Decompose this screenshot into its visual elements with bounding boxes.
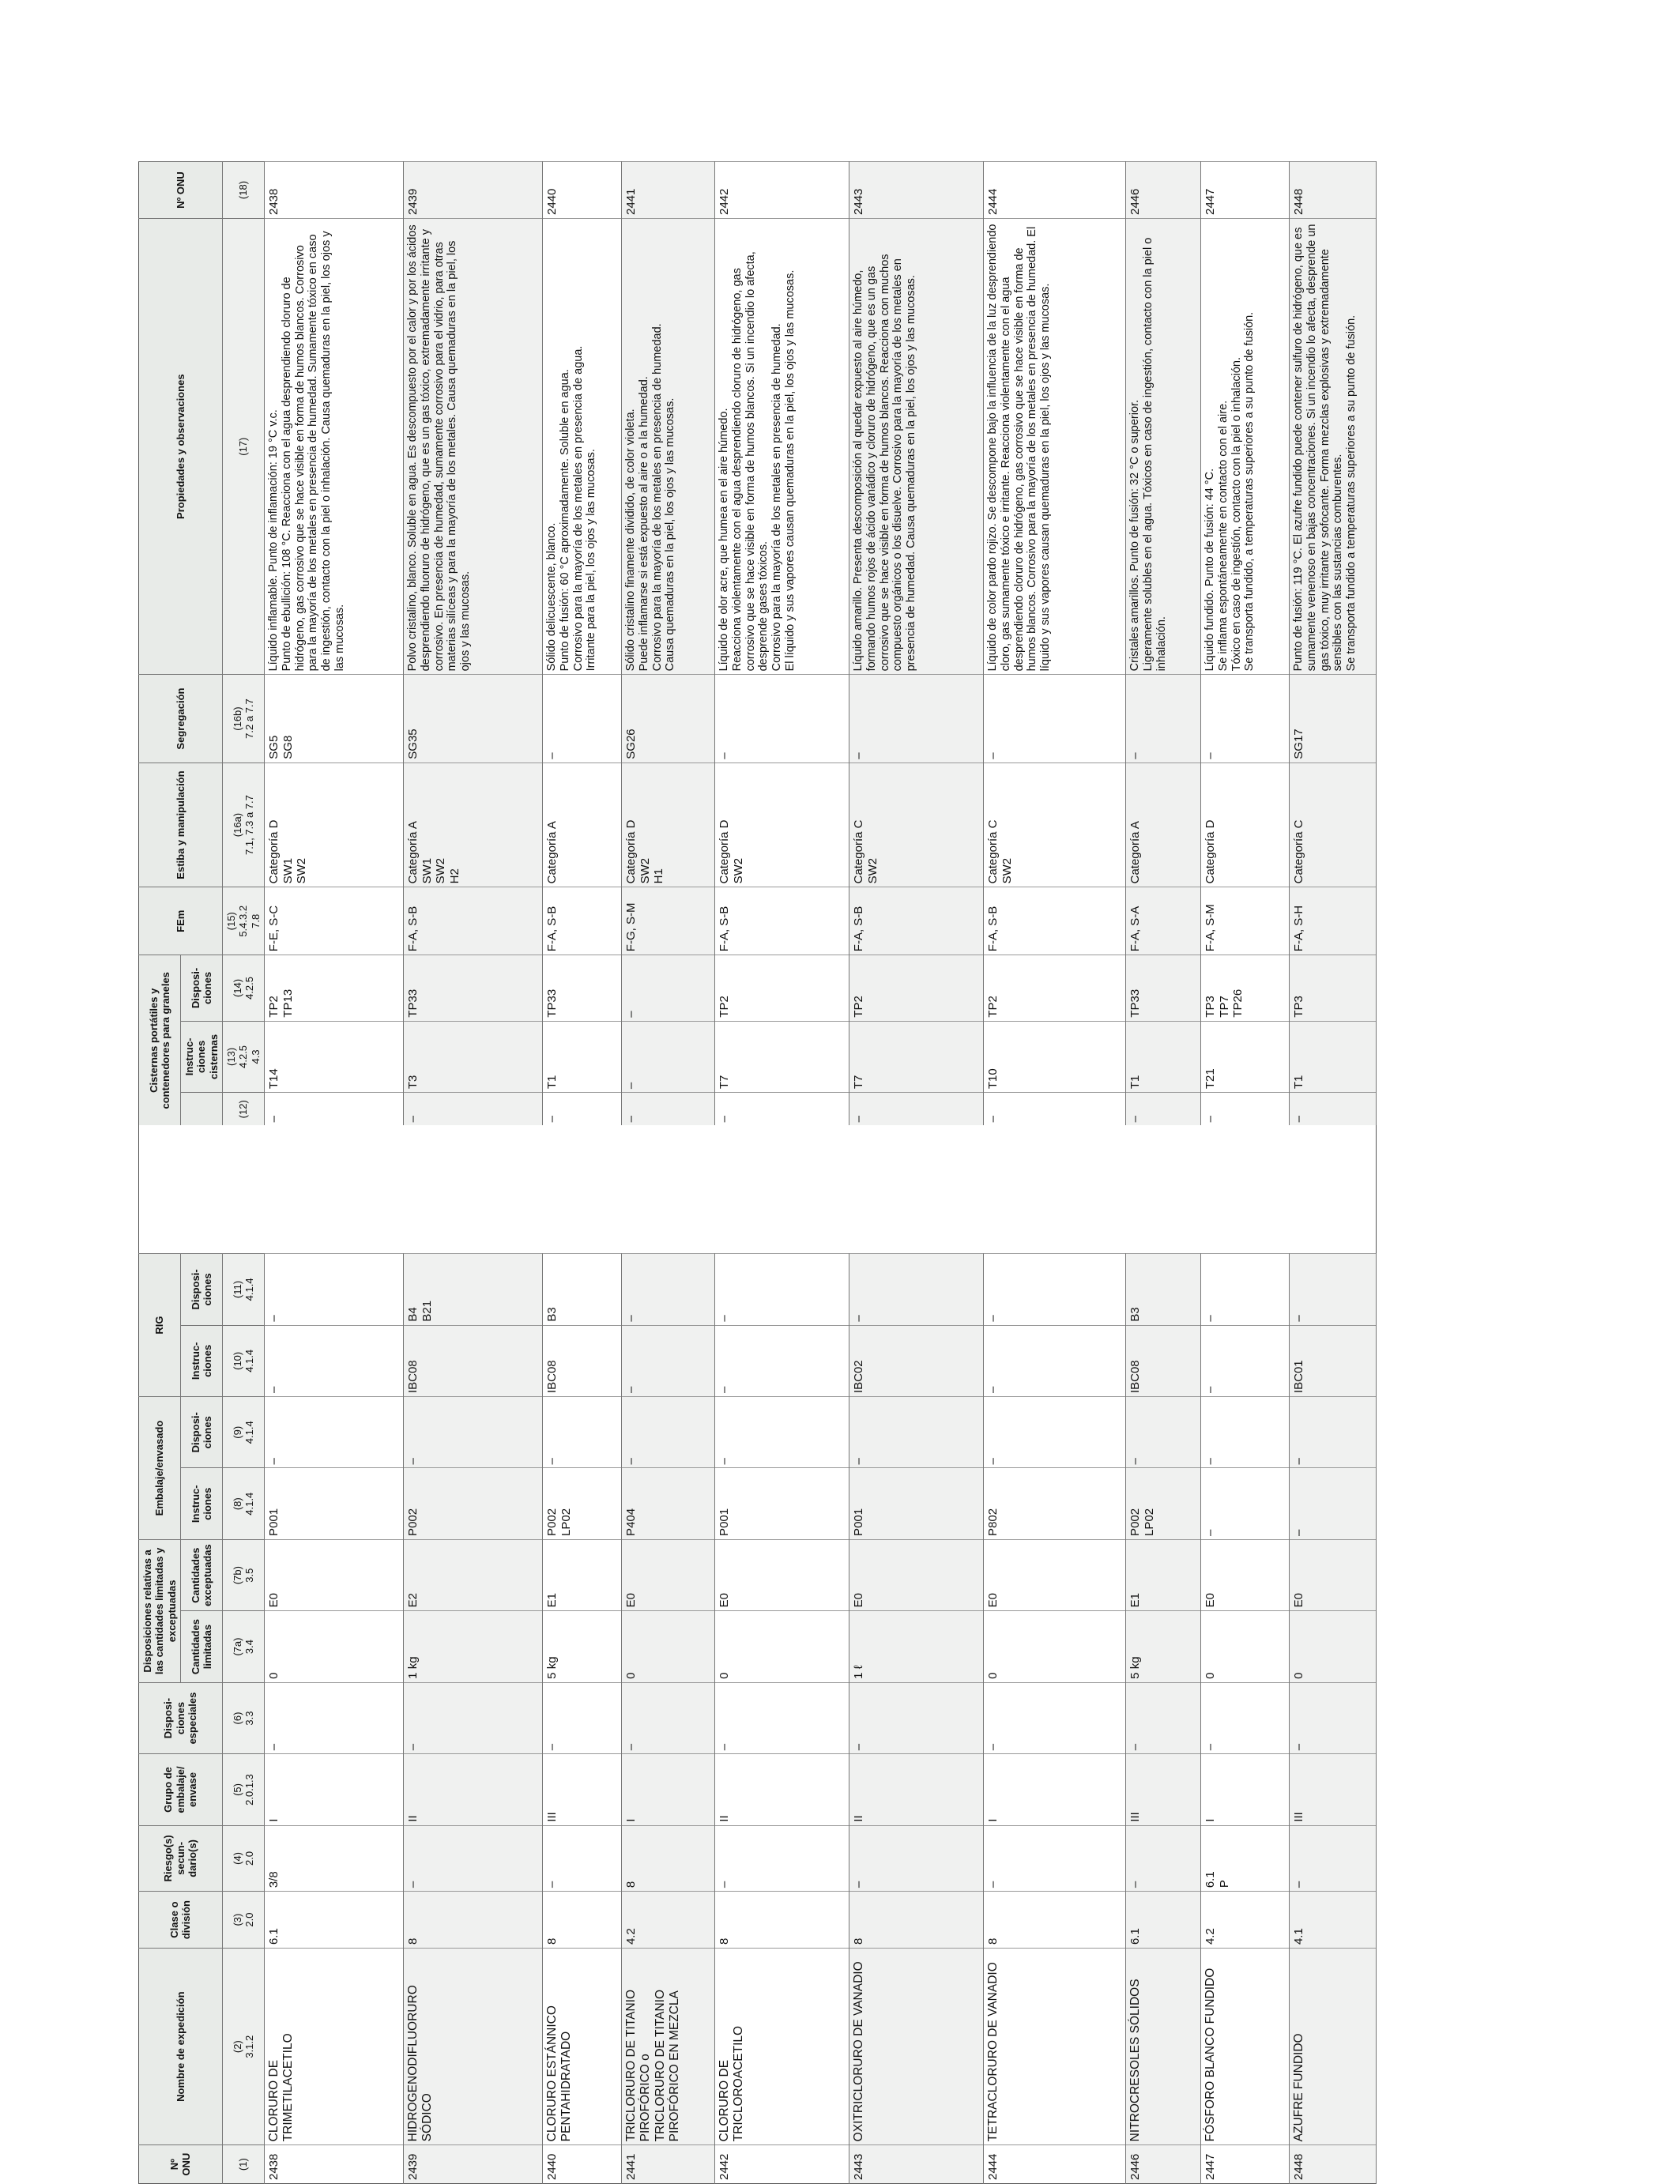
- header-name: Nombre de expedición: [139, 1949, 223, 2145]
- cell-subrisk: –: [849, 1825, 983, 1891]
- cell-ems: F-A, S-A: [1125, 887, 1200, 955]
- cell-packing-instruction: P002 LP02: [1125, 1468, 1200, 1539]
- cell-segregation: –: [983, 675, 1125, 763]
- cell-subrisk: –: [714, 1825, 849, 1891]
- cell-name: CLORURO DE TRIMETILACETILO: [264, 1949, 403, 2145]
- cell-subrisk: –: [983, 1825, 1125, 1891]
- cell-packing-group: III: [1289, 1754, 1376, 1825]
- cell-col12: –: [1289, 1093, 1376, 1126]
- colnum-13: (13) 4.2.5 4.3: [222, 1021, 264, 1092]
- cell-tank-instruction: T7: [849, 1021, 983, 1092]
- colnum-18: (18): [222, 162, 264, 219]
- header-special-provisions: Disposi- ciones especiales: [139, 1682, 223, 1753]
- cell-name: CLORURO ESTÁNNICO PENTAHIDRATADO: [542, 1949, 621, 2145]
- cell-packing-group: III: [1125, 1754, 1200, 1825]
- gap: [621, 1125, 714, 1253]
- cell-segregation: –: [1200, 675, 1289, 763]
- cell-packing-provision: –: [1200, 1397, 1289, 1468]
- cell-stowage: Categoría A: [1125, 763, 1200, 887]
- table-row: [1200, 162, 1289, 2184]
- cell-un-no: 2440: [542, 2145, 621, 2184]
- cell-limited-qty: 0: [714, 1611, 849, 1682]
- cell-tank-instruction: T7: [714, 1021, 849, 1092]
- cell-name: CLORURO DE TRICLOROACETILO: [714, 1949, 849, 2145]
- cell-class: 6.1: [1125, 1892, 1200, 1949]
- cell-un-no: 2439: [403, 2145, 542, 2184]
- header-un-no: Nº ONU: [139, 2145, 223, 2184]
- colnum-5: (5) 2.0.1.3: [222, 1754, 264, 1825]
- gap: [983, 1125, 1125, 1253]
- cell-col12: –: [849, 1093, 983, 1126]
- cell-ems: F-G, S-M: [621, 887, 714, 955]
- cell-ems: F-A, S-B: [849, 887, 983, 955]
- header-ems: FEm: [139, 887, 223, 955]
- header-lq-eq: Disposiciones relativas a las cantidades limitadas y exceptuadas: [139, 1539, 181, 1682]
- dangerous-goods-table: [138, 161, 1377, 2184]
- cell-special-provisions: –: [714, 1682, 849, 1753]
- gap: [849, 1125, 983, 1253]
- cell-name: AZUFRE FUNDIDO: [1289, 1949, 1376, 2145]
- header-class: Clase o división: [139, 1892, 223, 1949]
- cell-class: 6.1: [264, 1892, 403, 1949]
- gap: [1200, 1125, 1289, 1253]
- cell-excepted-qty: E1: [542, 1539, 621, 1610]
- cell-properties: Sólido delicuescente, blanco. Punto de fusión: 60 °C aproximadamente. Soluble en agua. Corrosivo para la mayoría de los metales en presencia de agua. Irritante para la piel, los ojos y las mucosas.: [542, 219, 621, 675]
- cell-ibc-provision: B3: [1125, 1254, 1200, 1325]
- header-un-no-end: Nº ONU: [139, 162, 223, 219]
- cell-packing-provision: –: [403, 1397, 542, 1468]
- header-tanks: Cisternas portátiles y contenedores para graneles: [139, 955, 181, 1126]
- colnum-7b: (7b) 3.5: [222, 1539, 264, 1610]
- cell-segregation: SG17: [1289, 675, 1376, 763]
- cell-excepted-qty: E1: [1125, 1539, 1200, 1610]
- cell-stowage: Categoría A: [542, 763, 621, 887]
- cell-special-provisions: –: [621, 1682, 714, 1753]
- cell-properties: Líquido amarillo. Presenta descomposición al quedar expuesto al aire húmedo, formando humos rojos de ácido vanádico y cloruro de hidrógeno, que es un gas corrosivo que se hace visible en forma de humos blancos. Reacciona con muchos compuesto orgánicos o los disuelve. Corrosivo para la mayoría de los metales en presencia de humedad. Causa quemaduras en la piel, los ojos y las mucosas.: [849, 219, 983, 675]
- cell-subrisk: –: [542, 1825, 621, 1891]
- cell-segregation: –: [849, 675, 983, 763]
- cell-packing-provision: –: [1125, 1397, 1200, 1468]
- table-row: [1289, 162, 1376, 2184]
- cell-ibc-provision: –: [621, 1254, 714, 1325]
- table-row: [983, 162, 1125, 2184]
- cell-col12: –: [264, 1093, 403, 1126]
- cell-tank-provision: TP2: [849, 955, 983, 1022]
- cell-packing-provision: –: [1289, 1397, 1376, 1468]
- cell-packing-instruction: P802: [983, 1468, 1125, 1539]
- cell-tank-provision: TP3: [1289, 955, 1376, 1022]
- table-row: [1125, 162, 1200, 2184]
- header-tank-instructions: Instruc- ciones cisternas: [180, 1021, 222, 1092]
- cell-packing-provision: –: [542, 1397, 621, 1468]
- cell-packing-provision: –: [849, 1397, 983, 1468]
- cell-ems: F-A, S-B: [983, 887, 1125, 955]
- table-gap: [139, 1125, 265, 1253]
- cell-packing-group: I: [983, 1754, 1125, 1825]
- cell-packing-group: III: [542, 1754, 621, 1825]
- table-row: [714, 162, 849, 2184]
- gap: [1125, 1125, 1200, 1253]
- cell-ibc-instruction: –: [621, 1325, 714, 1396]
- header-col12: [180, 1093, 222, 1126]
- cell-limited-qty: 0: [621, 1611, 714, 1682]
- cell-limited-qty: 1 kg: [403, 1611, 542, 1682]
- cell-packing-instruction: P002: [403, 1468, 542, 1539]
- cell-col12: –: [983, 1093, 1125, 1126]
- cell-tank-provision: TP33: [403, 955, 542, 1022]
- header-packing-instructions: Instruc- ciones: [180, 1468, 222, 1539]
- cell-packing-instruction: P001: [264, 1468, 403, 1539]
- cell-un-no-end: 2444: [983, 162, 1125, 219]
- cell-stowage: Categoría C: [1289, 763, 1376, 887]
- cell-name: HIDROGENODIFLUORURO SÓDICO: [403, 1949, 542, 2145]
- table-row: [849, 162, 983, 2184]
- cell-packing-instruction: P001: [714, 1468, 849, 1539]
- header-packing: Embalaje/envasado: [139, 1397, 181, 1540]
- cell-excepted-qty: E0: [1200, 1539, 1289, 1610]
- cell-packing-group: I: [264, 1754, 403, 1825]
- cell-name: FÓSFORO BLANCO FUNDIDO: [1200, 1949, 1289, 2145]
- cell-special-provisions: –: [1289, 1682, 1376, 1753]
- cell-class: 8: [983, 1892, 1125, 1949]
- cell-packing-group: I: [621, 1754, 714, 1825]
- cell-segregation: SG26: [621, 675, 714, 763]
- cell-tank-instruction: T1: [1289, 1021, 1376, 1092]
- cell-subrisk: 8: [621, 1825, 714, 1891]
- cell-properties: Cristales amarillos. Punto de fusión: 32 °C o superior. Ligeramente solubles en el agua. Tóxicos en caso de ingestión, contacto con la piel o inhalación.: [1125, 219, 1200, 675]
- colnum-10: (10) 4.1.4: [222, 1325, 264, 1396]
- cell-stowage: Categoría C SW2: [849, 763, 983, 887]
- cell-properties: Líquido inflamable. Punto de inflamación: 19 °C v.c. Punto de ebullición: 108 °C. Reacciona con el agua desprendiendo cloruro de hidrógeno, gas corrosivo que se hace visible en forma de humos blancos. Corrosivo para la mayoría de los metales en presencia de humedad. Sumamente tóxico en caso de ingestión, contacto con la piel o inhalación. Causa quemaduras en la piel, los ojos y las mucosas.: [264, 219, 403, 675]
- cell-name: OXITRICLORURO DE VANADIO: [849, 1949, 983, 2145]
- cell-ibc-provision: –: [264, 1254, 403, 1325]
- colnum-7a: (7a) 3.4: [222, 1611, 264, 1682]
- gap: [264, 1125, 403, 1253]
- colnum-6: (6) 3.3: [222, 1682, 264, 1753]
- cell-class: 8: [849, 1892, 983, 1949]
- cell-ibc-instruction: IBC08: [542, 1325, 621, 1396]
- cell-stowage: Categoría A SW1 SW2 H2: [403, 763, 542, 887]
- cell-tank-provision: TP2: [983, 955, 1125, 1022]
- cell-properties: Líquido de olor acre, que humea en el aire húmedo. Reacciona violentamente con el agua desprendiendo cloruro de hidrógeno, gas corrosivo que se hace visible en forma de humos blancos. Si un incendio lo afecta, desprende gases tóxicos. Corrosivo para la mayoría de los metales en presencia de humedad. El líquido y sus vapores causan quemaduras en la piel, los ojos y las mucosas.: [714, 219, 849, 675]
- cell-tank-instruction: T10: [983, 1021, 1125, 1092]
- cell-ibc-provision: B3: [542, 1254, 621, 1325]
- cell-un-no: 2447: [1200, 2145, 1289, 2184]
- colnum-17: (17): [222, 219, 264, 675]
- table-row: [264, 162, 403, 2184]
- cell-limited-qty: 5 kg: [542, 1611, 621, 1682]
- colnum-16b: (16b) 7.2 a 7.7: [222, 675, 264, 763]
- cell-stowage: Categoría D: [1200, 763, 1289, 887]
- cell-ibc-instruction: IBC08: [1125, 1325, 1200, 1396]
- cell-packing-instruction: –: [1200, 1468, 1289, 1539]
- cell-col12: –: [1200, 1093, 1289, 1126]
- rotated-page: [138, 161, 1395, 2184]
- cell-name: TRICLORURO DE TITANIO PIROFÓRICO o TRICLORURO DE TITANIO PIROFÓRICO EN MEZCLA: [621, 1949, 714, 2145]
- cell-class: 8: [714, 1892, 849, 1949]
- header-tank-provisions: Disposi- ciones: [180, 955, 222, 1022]
- cell-col12: –: [621, 1093, 714, 1126]
- cell-limited-qty: 0: [264, 1611, 403, 1682]
- cell-subrisk: –: [1125, 1825, 1200, 1891]
- cell-ibc-instruction: –: [1200, 1325, 1289, 1396]
- gap: [714, 1125, 849, 1253]
- cell-stowage: Categoría D SW2: [714, 763, 849, 887]
- cell-un-no-end: 2447: [1200, 162, 1289, 219]
- cell-un-no: 2448: [1289, 2145, 1376, 2184]
- cell-tank-instruction: T14: [264, 1021, 403, 1092]
- cell-tank-provision: TP2 TP13: [264, 955, 403, 1022]
- cell-excepted-qty: E0: [983, 1539, 1125, 1610]
- cell-class: 8: [542, 1892, 621, 1949]
- colnum-11: (11) 4.1.4: [222, 1254, 264, 1325]
- cell-subrisk: 6.1 P: [1200, 1825, 1289, 1891]
- cell-un-no: 2438: [264, 2145, 403, 2184]
- cell-segregation: SG5 SG8: [264, 675, 403, 763]
- cell-segregation: –: [714, 675, 849, 763]
- cell-tank-provision: –: [621, 955, 714, 1022]
- cell-name: NITROCRESOLES SÓLIDOS: [1125, 1949, 1200, 2145]
- gap: [1289, 1125, 1376, 1253]
- cell-tank-provision: TP33: [542, 955, 621, 1022]
- cell-un-no-end: 2442: [714, 162, 849, 219]
- cell-un-no: 2444: [983, 2145, 1125, 2184]
- cell-tank-instruction: T21: [1200, 1021, 1289, 1092]
- cell-properties: Líquido fundido. Punto de fusión: 44 °C. Se inflama espontáneamente en contacto con el aire. Tóxico en caso de ingestión, contacto con la piel o inhalación. Se transporta fundido, a temperaturas superiores a su punto de fusión.: [1200, 219, 1289, 675]
- cell-un-no-end: 2443: [849, 162, 983, 219]
- table-body: [264, 162, 1376, 2184]
- cell-ems: F-A, S-H: [1289, 887, 1376, 955]
- cell-excepted-qty: E0: [714, 1539, 849, 1610]
- cell-col12: –: [714, 1093, 849, 1126]
- cell-special-provisions: –: [403, 1682, 542, 1753]
- table-row: [542, 162, 621, 2184]
- cell-tank-provision: TP3 TP7 TP26: [1200, 955, 1289, 1022]
- colnum-3: (3) 2.0: [222, 1892, 264, 1949]
- header-properties: Propiedades y observaciones: [139, 219, 223, 675]
- cell-special-provisions: –: [1125, 1682, 1200, 1753]
- cell-ibc-provision: B4 B21: [403, 1254, 542, 1325]
- cell-excepted-qty: E2: [403, 1539, 542, 1610]
- cell-subrisk: 3/8: [264, 1825, 403, 1891]
- colnum-12: (12): [222, 1093, 264, 1126]
- cell-tank-instruction: T1: [542, 1021, 621, 1092]
- cell-packing-group: II: [403, 1754, 542, 1825]
- colnum-14: (14) 4.2.5: [222, 955, 264, 1022]
- cell-un-no: 2441: [621, 2145, 714, 2184]
- cell-tank-provision: TP33: [1125, 955, 1200, 1022]
- cell-packing-instruction: P002 LP02: [542, 1468, 621, 1539]
- cell-segregation: –: [542, 675, 621, 763]
- cell-col12: –: [542, 1093, 621, 1126]
- cell-class: 4.1: [1289, 1892, 1376, 1949]
- cell-special-provisions: –: [542, 1682, 621, 1753]
- cell-ibc-provision: –: [714, 1254, 849, 1325]
- cell-un-no-end: 2439: [403, 162, 542, 219]
- cell-limited-qty: 1 ℓ: [849, 1611, 983, 1682]
- header-ibc: RIG: [139, 1254, 181, 1397]
- cell-ibc-instruction: –: [264, 1325, 403, 1396]
- cell-special-provisions: –: [849, 1682, 983, 1753]
- header-limited-qty: Cantidades limitadas: [180, 1611, 222, 1682]
- cell-properties: Polvo cristalino, blanco. Soluble en agua. Es descompuesto por el calor y por los ácidos desprendiendo fluoruro de hidrógeno, que es un gas tóxico, extremadamente irritante y corrosivo. En presencia de humedad, sumamente corrosivo para el vidrio, para otras materias silíceas y para la mayoría de los metales. Causa quemaduras en la piel, los ojos y las mucosas.: [403, 219, 542, 675]
- table-row: [403, 162, 542, 2184]
- cell-un-no-end: 2448: [1289, 162, 1376, 219]
- cell-name: TETRACLORURO DE VANADIO: [983, 1949, 1125, 2145]
- cell-segregation: SG35: [403, 675, 542, 763]
- cell-stowage: Categoría D SW1 SW2: [264, 763, 403, 887]
- cell-ems: F-A, S-B: [542, 887, 621, 955]
- cell-stowage: Categoría C SW2: [983, 763, 1125, 887]
- cell-excepted-qty: E0: [621, 1539, 714, 1610]
- gap: [542, 1125, 621, 1253]
- cell-excepted-qty: E0: [849, 1539, 983, 1610]
- header-packing-provisions: Disposi- ciones: [180, 1397, 222, 1468]
- cell-ems: F-E, S-C: [264, 887, 403, 955]
- header-stowage: Estiba y manipulación: [139, 763, 223, 887]
- cell-limited-qty: 0: [1200, 1611, 1289, 1682]
- cell-tank-provision: TP2: [714, 955, 849, 1022]
- cell-ibc-instruction: –: [714, 1325, 849, 1396]
- cell-ibc-instruction: IBC02: [849, 1325, 983, 1396]
- cell-limited-qty: 0: [1289, 1611, 1376, 1682]
- cell-packing-provision: –: [714, 1397, 849, 1468]
- cell-ibc-provision: –: [1289, 1254, 1376, 1325]
- cell-excepted-qty: E0: [1289, 1539, 1376, 1610]
- cell-class: 4.2: [1200, 1892, 1289, 1949]
- cell-packing-group: II: [714, 1754, 849, 1825]
- cell-un-no: 2443: [849, 2145, 983, 2184]
- cell-un-no-end: 2441: [621, 162, 714, 219]
- colnum-16a: (16a) 7.1, 7.3 a 7.7: [222, 763, 264, 887]
- colnum-8: (8) 4.1.4: [222, 1468, 264, 1539]
- cell-subrisk: –: [403, 1825, 542, 1891]
- cell-subrisk: –: [1289, 1825, 1376, 1891]
- colnum-4: (4) 2.0: [222, 1825, 264, 1891]
- colnum-15: (15) 5.4.3.2 7.8: [222, 887, 264, 955]
- cell-un-no: 2442: [714, 2145, 849, 2184]
- header-ibc-provisions: Disposi- ciones: [180, 1254, 222, 1325]
- cell-ems: F-A, S-B: [714, 887, 849, 955]
- cell-ibc-instruction: IBC08: [403, 1325, 542, 1396]
- gap: [403, 1125, 542, 1253]
- cell-packing-provision: –: [264, 1397, 403, 1468]
- cell-excepted-qty: E0: [264, 1539, 403, 1610]
- cell-ibc-provision: –: [1200, 1254, 1289, 1325]
- cell-properties: Sólido cristalino finamente dividido, de color violeta. Puede inflamarse si está expuesto al aire o a la humedad. Corrosivo para la mayoría de los metales en presencia de humedad. Causa quemaduras en la piel, los ojos y las mucosas.: [621, 219, 714, 675]
- cell-properties: Punto de fusión: 119 °C. El azufre fundido puede contener sulfuro de hidrógeno, que es sumamente venenoso en bajas concentraciones. Si un incendio lo afecta, desprende un gas tóxico, muy irritante y sofocante. Forma mezclas explosivas y extremadamente sensibles con las sustancias comburentes. Se transporta fundido a temperaturas superiores a su punto de fusión.: [1289, 219, 1376, 675]
- colnum-1: (1): [222, 2145, 264, 2184]
- cell-col12: –: [1125, 1093, 1200, 1126]
- header-packing-group: Grupo de embalaje/ envase: [139, 1754, 223, 1825]
- cell-properties: Líquido de color pardo rojizo. Se descompone bajo la influencia de la luz desprendiendo cloro, gas sumamente tóxico e irritante. Reacciona violentamente con el agua desprendiendo cloruro de hidrógeno, gas corrosivo que se hace visible en forma de humos blancos. Corrosivo para la mayoría de los metales en presencia de humedad. El líquido y sus vapores causan quemaduras en la piel, los ojos y las mucosas.: [983, 219, 1125, 675]
- cell-segregation: –: [1125, 675, 1200, 763]
- cell-ibc-provision: –: [849, 1254, 983, 1325]
- cell-special-provisions: –: [1200, 1682, 1289, 1753]
- cell-ibc-instruction: –: [983, 1325, 1125, 1396]
- cell-un-no-end: 2438: [264, 162, 403, 219]
- cell-packing-group: I: [1200, 1754, 1289, 1825]
- cell-limited-qty: 5 kg: [1125, 1611, 1200, 1682]
- cell-ems: F-A, S-M: [1200, 887, 1289, 955]
- cell-ibc-provision: –: [983, 1254, 1125, 1325]
- cell-ibc-instruction: IBC01: [1289, 1325, 1376, 1396]
- header-segregation: Segregación: [139, 675, 223, 763]
- cell-tank-instruction: –: [621, 1021, 714, 1092]
- cell-special-provisions: –: [983, 1682, 1125, 1753]
- cell-col12: –: [403, 1093, 542, 1126]
- cell-packing-group: II: [849, 1754, 983, 1825]
- colnum-2: (2) 3.1.2: [222, 1949, 264, 2145]
- header-excepted-qty: Cantidades exceptuadas: [180, 1539, 222, 1610]
- cell-packing-instruction: P001: [849, 1468, 983, 1539]
- cell-packing-instruction: –: [1289, 1468, 1376, 1539]
- cell-class: 4.2: [621, 1892, 714, 1949]
- table-row: [621, 162, 714, 2184]
- cell-un-no-end: 2440: [542, 162, 621, 219]
- cell-packing-provision: –: [621, 1397, 714, 1468]
- cell-special-provisions: –: [264, 1682, 403, 1753]
- colnum-9: (9) 4.1.4: [222, 1397, 264, 1468]
- cell-stowage: Categoría D SW2 H1: [621, 763, 714, 887]
- cell-un-no-end: 2446: [1125, 162, 1200, 219]
- cell-packing-instruction: P404: [621, 1468, 714, 1539]
- header-subrisk: Riesgo(s) secun- dario(s): [139, 1825, 223, 1891]
- cell-class: 8: [403, 1892, 542, 1949]
- cell-tank-instruction: T3: [403, 1021, 542, 1092]
- cell-un-no: 2446: [1125, 2145, 1200, 2184]
- cell-ems: F-A, S-B: [403, 887, 542, 955]
- cell-limited-qty: 0: [983, 1611, 1125, 1682]
- cell-tank-instruction: T1: [1125, 1021, 1200, 1092]
- header-ibc-instructions: Instruc- ciones: [180, 1325, 222, 1396]
- cell-packing-provision: –: [983, 1397, 1125, 1468]
